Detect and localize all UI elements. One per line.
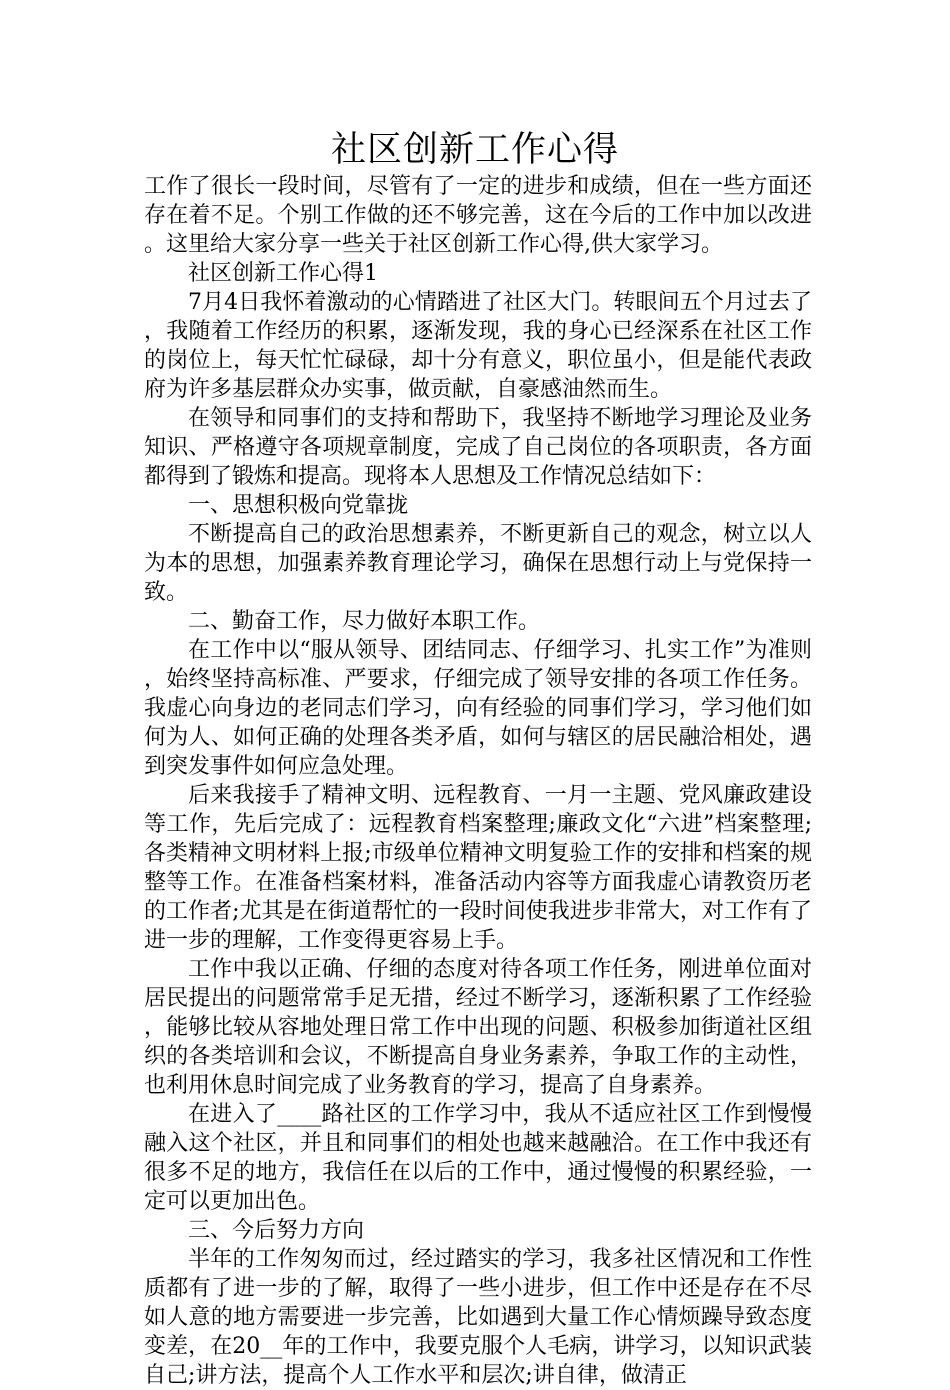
body-paragraph: 后来我接手了精神文明、远程教育、一月一主题、党风廉政建设等工作，先后完成了：远程教育档案整理;廉政文化“六进”档案整理;各类精神文明材料上报;市级单位精神文明复验工作的安排和档案的规整等工作。在准备档案材料，准备活动内容等方面我虚心请教资历老的工作者;尤其是在街道帮忙的一段时间使我进步非常大，对工作有了进一步的理解，工作变得更容易上手。 [144,783,812,953]
intro-paragraph: 工作了很长一段时间，尽管有了一定的进步和成绩，但在一些方面还存在着不足。个别工作做的还不够完善，这在今后的工作中加以改进。这里给大家分享一些关于社区创新工作心得,供大家学习。 [144,174,812,257]
body-paragraph: 在进入了____路社区的工作学习中，我从不适应社区工作到慢慢融入这个社区，并且和同事们的相处也越来越融洽。在工作中我还有很多不足的地方，我信任在以后的工作中，通过慢慢的积累经验，一定可以更加出色。 [144,1102,812,1214]
body-paragraph: 在工作中以“服从领导、团结同志、仔细学习、扎实工作”为准则，始终坚持高标准、严要求，仔细完成了领导安排的各项工作任务。我虚心向身边的老同志们学习，向有经验的同事们学习，学习他们如何为人、如何正确的处理各类矛盾，如何与辖区的居民融洽相处，遇到突发事件如何应急处理。 [144,638,812,779]
body-paragraph: 工作中我以正确、仔细的态度对待各项工作任务，刚进单位面对居民提出的问题常常手足无措，经过不断学习，逐渐积累了工作经验，能够比较从容地处理日常工作中出现的问题、积极参加街道社区组织的各类培训和会议，不断提高自身业务素养，争取工作的主动性，也利用休息时间完成了业务教育的学习，提高了自身素养。 [144,957,812,1098]
body-paragraph: 在领导和同事们的支持和帮助下，我坚持不断地学习理论及业务知识、严格遵守各项规章制度，完成了自己岗位的各项职责，各方面都得到了锻炼和提高。现将本人思想及工作情况总结如下： [144,406,812,489]
section-heading: 二、勤奋工作，尽力做好本职工作。 [188,609,541,634]
section-heading: 三、今后努力方向 [188,1218,365,1243]
body-paragraph: 7月4日我怀着激动的心情踏进了社区大门。转眼间五个月过去了，我随着工作经历的积累，逐渐发现，我的身心已经深系在社区工作的岗位上，每天忙忙碌碌，却十分有意义，职位虽小，但是能代表政府为许多基层群众办实事，做贡献，自豪感油然而生。 [144,290,812,402]
body-paragraph: 半年的工作匆匆而过，经过踏实的学习，我多社区情况和工作性质都有了进一步的了解，取得了一些小进步，但工作中还是存在不尽如人意的地方需要进一步完善，比如遇到大量工作心情烦躁导致态度变差，在20__年的工作中，我要克服个人毛病，讲学习，以知识武装自己;讲方法，提高个人工作水平和层次;讲自律，做清正 [144,1247,812,1388]
document-body [144,172,812,1390]
document-title: 社区创新工作心得 [330,130,619,170]
body-paragraph: 不断提高自己的政治思想素养，不断更新自己的观念，树立以人为本的思想，加强素养教育理论学习，确保在思想行动上与党保持一致。 [144,522,812,605]
section-heading: 一、思想积极向党靠拢 [188,493,409,518]
section-heading: 社区创新工作心得1 [188,261,378,286]
